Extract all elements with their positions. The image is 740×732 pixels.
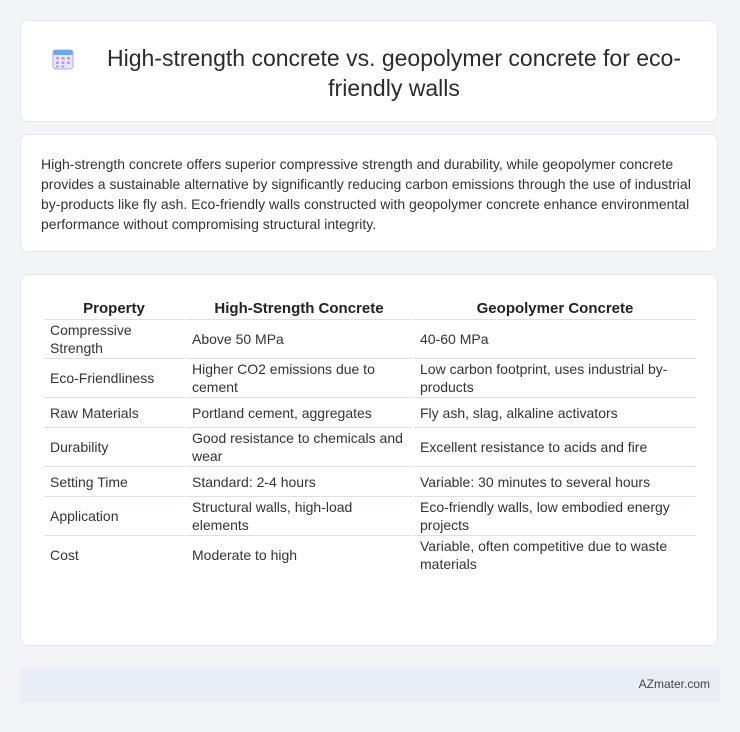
row-property-cell: Setting Time	[44, 467, 184, 497]
column-header-high-strength: High-Strength Concrete	[186, 295, 412, 320]
table-header-row	[44, 295, 696, 320]
geopolymer-cell: Fly ash, slag, alkaline activators	[414, 398, 696, 428]
page-title: High-strength concrete vs. geopolymer concrete for eco-friendly walls	[107, 45, 681, 101]
high-strength-cell: Good resistance to chemicals and wear	[186, 428, 412, 467]
title-card	[20, 20, 718, 122]
table-row	[44, 467, 696, 497]
table-row	[44, 428, 696, 467]
high-strength-cell: Portland cement, aggregates	[186, 398, 412, 428]
high-strength-cell: Structural walls, high-load elements	[186, 497, 412, 536]
row-property-cell: Eco-Friendliness	[44, 359, 184, 398]
table-row	[44, 536, 696, 574]
geopolymer-cell: Excellent resistance to acids and fire	[414, 428, 696, 467]
footer-bar	[20, 668, 720, 702]
high-strength-cell: Above 50 MPa	[186, 320, 412, 359]
table-row	[44, 398, 696, 428]
geopolymer-cell: Low carbon footprint, uses industrial by-products	[414, 359, 696, 398]
row-property-cell: Compressive Strength	[44, 320, 184, 359]
column-header-geopolymer: Geopolymer Concrete	[414, 295, 696, 320]
row-property-cell: Durability	[44, 428, 184, 467]
column-header-property: Property	[44, 295, 184, 320]
summary-paragraph: High-strength concrete offers superior compressive strength and durability, while geopolymer concrete provides a sustainable alternative by significantly reducing carbon emissions through the use of industrial by-products like fly ash. Eco-friendly walls constructed with geopolymer concrete enhance environmental performance without compromising structural integrity.	[41, 156, 691, 232]
high-strength-cell: Moderate to high	[192, 547, 298, 563]
table-row	[44, 497, 696, 536]
geopolymer-cell: Variable, often competitive due to waste materials	[420, 538, 668, 572]
comparison-table	[42, 295, 698, 574]
table-row	[44, 320, 696, 359]
footer-site-name: AZmater.com	[638, 677, 710, 691]
table-row	[44, 359, 696, 398]
comparison-table-card	[20, 274, 718, 646]
high-strength-cell: Higher CO2 emissions due to cement	[186, 359, 412, 398]
calendar-icon	[51, 47, 75, 71]
high-strength-cell: Standard: 2-4 hours	[186, 467, 412, 497]
row-property-cell: Raw Materials	[44, 398, 184, 428]
geopolymer-cell: Eco-friendly walls, low embodied energy projects	[414, 497, 696, 536]
row-property-cell: Application	[44, 497, 184, 536]
summary-card	[20, 134, 718, 252]
geopolymer-cell: 40-60 MPa	[414, 320, 696, 359]
geopolymer-cell: Variable: 30 minutes to several hours	[414, 467, 696, 497]
row-property-cell: Cost	[50, 547, 79, 563]
